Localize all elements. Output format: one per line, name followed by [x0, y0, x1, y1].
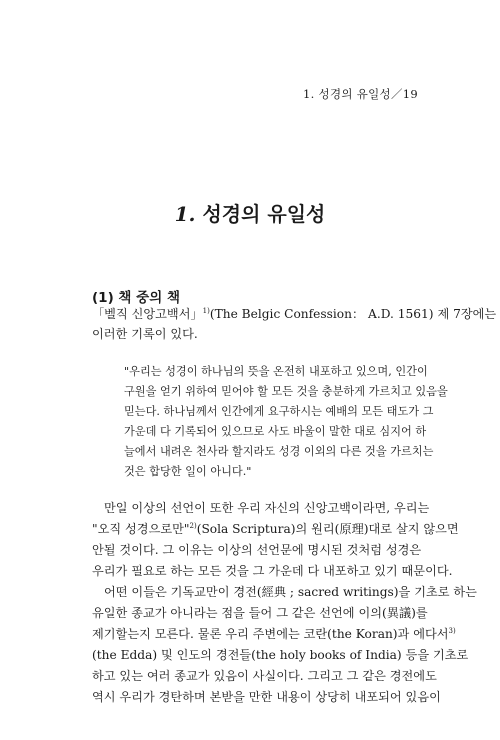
footnote-ref-2: 2) — [189, 521, 197, 530]
intro-line-1-rest: (The Belgic Confession： A.D. 1561) 제 7장에는 — [209, 307, 497, 321]
running-head: 1. 성경의 유일성／19 — [303, 87, 418, 101]
intro-title-ref: 「벨직 신앙고백서」 — [92, 307, 203, 321]
quote-line-1: "우리는 성경이 하나님의 뜻을 온전히 내포하고 있으며, 인간이 — [124, 365, 428, 378]
intro-line-2: 이러한 기록이 있다. — [92, 327, 198, 341]
section-heading: (1) 책 중의 책 — [92, 290, 180, 306]
quote-line-2: 구원을 얻기 위하여 믿어야 할 모든 것을 충분하게 가르치고 있음을 — [124, 385, 448, 398]
chapter-title — [0, 198, 500, 227]
quote-line-5: 늘에서 내려온 천사라 할지라도 성경 이외의 다른 것을 가르치는 — [124, 445, 434, 458]
body-p2-line-3 — [92, 626, 456, 642]
body-p2-line-6: 역시 우리가 경탄하며 본받을 만한 내용이 상당히 내포되어 있음이 — [92, 690, 441, 704]
chapter-title-text: 성경의 유일성 — [202, 202, 326, 226]
body-p2-line-4: (the Edda) 및 인도의 경전들(the holy books of India) 등을 기초로 — [92, 648, 469, 662]
body-p1-line-2 — [92, 521, 459, 537]
body-p2-line-5: 하고 있는 여러 종교가 있음이 사실이다. 그리고 그 같은 경전에도 — [92, 669, 437, 683]
intro-line-1 — [92, 306, 497, 322]
chapter-number: 1. — [174, 202, 196, 226]
quote-line-3: 믿는다. 하나님께서 인간에게 요구하시는 예배의 모든 태도가 그 — [124, 405, 434, 418]
body-p2-line-2: 유일한 종교가 아니라는 점을 들어 그 같은 선언에 이의(異議)를 — [92, 606, 428, 620]
footnote-ref-3: 3) — [448, 626, 456, 635]
body-p2-line-1: 어떤 이들은 기독교만이 경전(經典 ; sacred writings)을 기초로 하는 — [104, 585, 477, 599]
quote-line-6: 것은 합당한 일이 아니다." — [124, 465, 252, 478]
quote-line-4: 가운데 다 기록되어 있으므로 사도 바울이 말한 대로 심지어 하 — [124, 425, 427, 438]
body-p1-line-1: 만일 이상의 선언이 또한 우리 자신의 신앙고백이라면, 우리는 — [104, 501, 430, 515]
body-p1-line-2-rest: (Sola Scriptura)의 원리(原理)대로 살지 않으면 — [196, 522, 459, 536]
footnote-ref-1: 1) — [202, 306, 210, 315]
body-p2-line-3-text: 제기할는지 모른다. 물론 우리 주변에는 코란(the Koran)과 에다서 — [92, 627, 449, 641]
sola-scriptura-quote: "오직 성경으로만" — [92, 522, 190, 536]
body-p1-line-3: 안될 것이다. 그 이유는 이상의 선언문에 명시된 것처럼 성경은 — [92, 543, 422, 557]
body-p1-line-4: 우리가 필요로 하는 모든 것을 그 가운데 다 내포하고 있기 때문이다. — [92, 564, 453, 578]
